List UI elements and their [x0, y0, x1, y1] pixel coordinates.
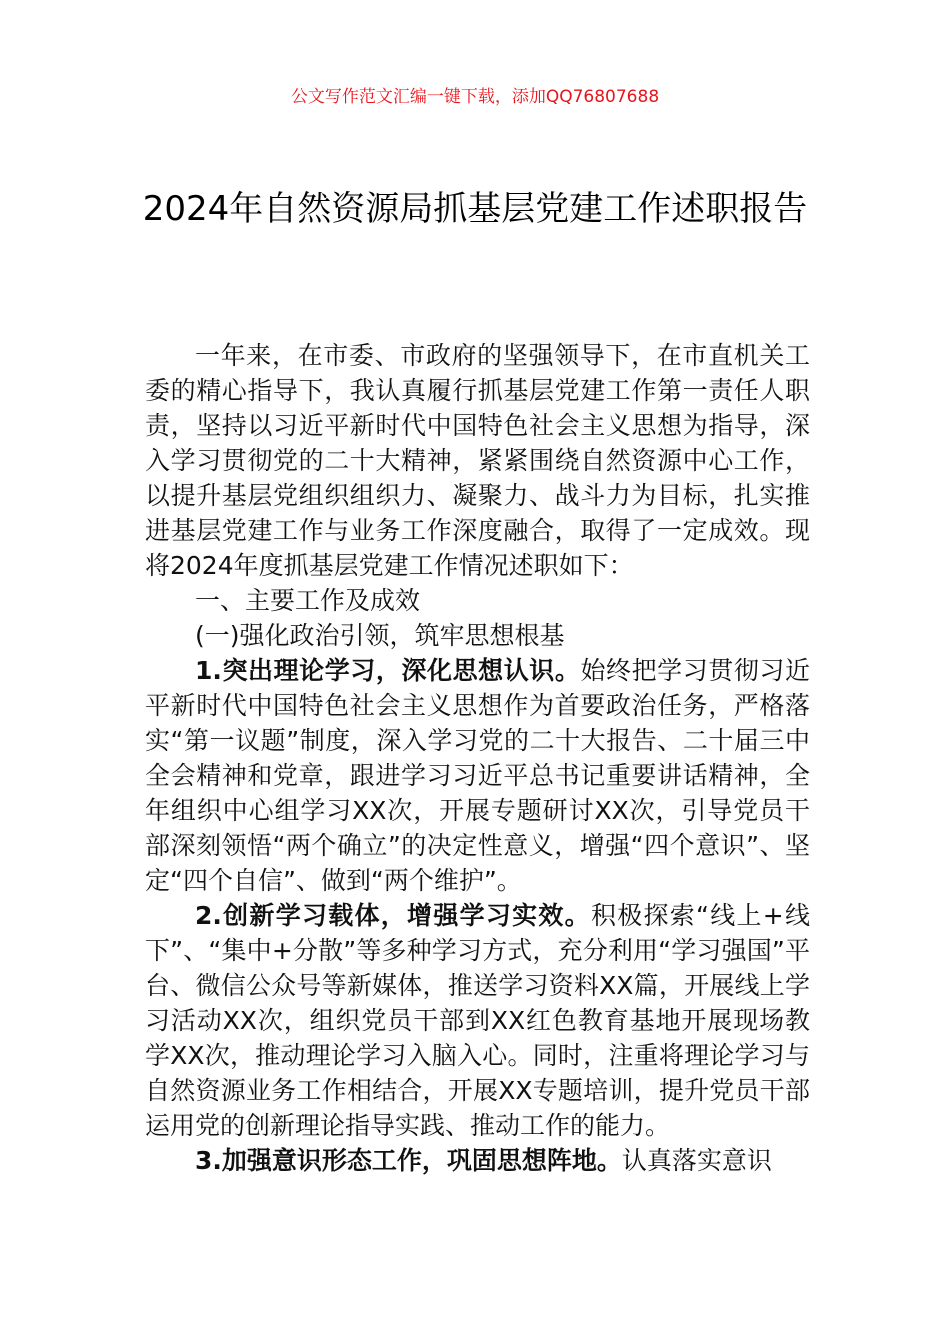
- item-lead-3: 3.加强意识形态工作，巩固思想阵地。: [195, 1146, 622, 1175]
- item-paragraph-2: [145, 898, 810, 1143]
- item-text-2: 积极探索“线上+线下”、“集中+分散”等多种学习方式，充分利用“学习强国”平台、微信公众号等新媒体，推送学习资料XX篇，开展线上学习活动XX次，组织党员干部到XX红色教育基地开展现场教学XX次，推动理论学习入脑入心。同时，注重将理论学习与自然资源业务工作相结合，开展XX专题培训，提升党员干部运用党的创新理论指导实践、推动工作的能力。: [145, 901, 810, 1140]
- item-lead-2: 2.创新学习载体，增强学习实效。: [195, 901, 591, 930]
- item-lead-1: 1.突出理论学习，深化思想认识。: [195, 656, 581, 685]
- item-text-1: 始终把学习贯彻习近平新时代中国特色社会主义思想作为首要政治任务，严格落实“第一议题”制度，深入学习党的二十大报告、二十届三中全会精神和党章，跟进学习习近平总书记重要讲话精神，全年组织中心组学习XX次，开展专题研讨XX次，引导党员干部深刻领悟“两个确立”的决定性意义，增强“四个意识”、坚定“四个自信”、做到“两个维护”。: [145, 656, 810, 895]
- item-paragraph-1: [145, 653, 810, 898]
- download-notice: 公文写作范文汇编一键下载，添加QQ76807688: [290, 87, 660, 107]
- document-title: 2024年自然资源局抓基层党建工作述职报告: [142, 189, 808, 229]
- section-heading: 一、主要工作及成效: [195, 586, 421, 615]
- item-paragraph-3: [145, 1143, 810, 1178]
- intro-paragraph: 一年来，在市委、市政府的坚强领导下，在市直机关工委的精心指导下，我认真履行抓基层党建工作第一责任人职责，坚持以习近平新时代中国特色社会主义思想为指导，深入学习贯彻党的二十大精神，紧紧围绕自然资源中心工作，以提升基层党组织组织力、凝聚力、战斗力为目标，扎实推进基层党建工作与业务工作深度融合，取得了一定成效。现将2024年度抓基层党建工作情况述职如下：: [145, 341, 810, 580]
- document-body: [145, 338, 810, 1178]
- subsection-heading: (一)强化政治引领，筑牢思想根基: [195, 621, 565, 650]
- item-text-3: 认真落实意识: [621, 1146, 772, 1175]
